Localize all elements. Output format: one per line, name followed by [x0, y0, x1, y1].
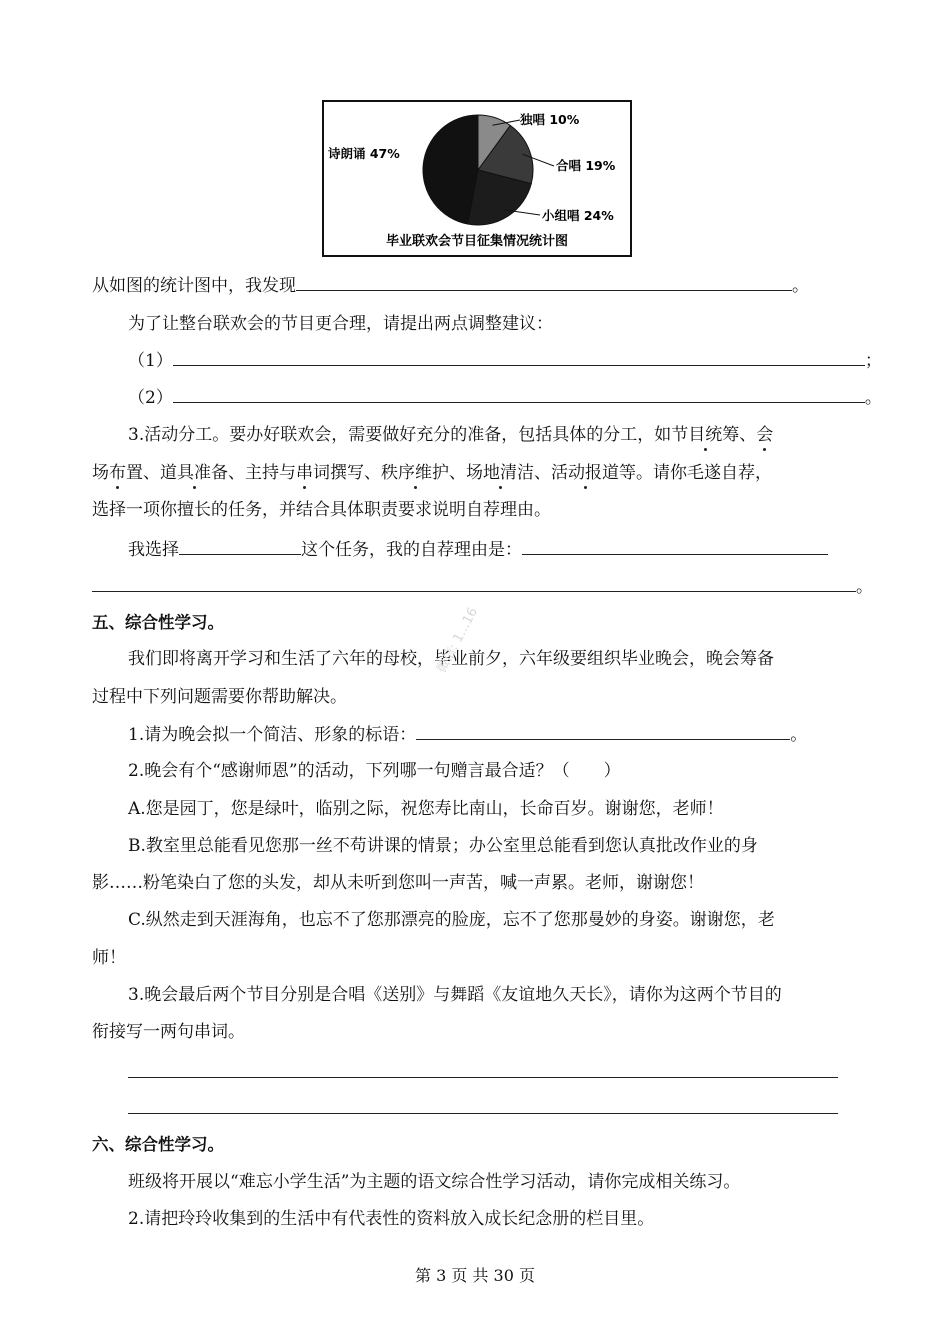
- suggestion-prompt: 为了让整台联欢会的节目更合理，请提出两点调整建议：: [128, 314, 553, 334]
- section-5-intro-1: 我们即将离开学习和生活了六年的母校，毕业前夕，六年级要组织毕业晚会，晚会筹备: [128, 649, 774, 669]
- emphasis-text: 节目统筹: [671, 425, 740, 445]
- option-a: A.您是园丁，您是绿叶，临别之际，祝您寿比南山，长命百岁。谢谢您，老师！: [128, 799, 724, 819]
- reason-end: 。: [856, 577, 873, 597]
- text-span: 、: [739, 425, 757, 445]
- chosen-task-blank[interactable]: [179, 538, 301, 555]
- gift-words-question: 2.晚会有个“感谢师恩”的活动，下列哪一句赠言最合适？（ ）: [128, 761, 621, 781]
- suggestion-1-line: [128, 349, 882, 372]
- emphasis-text: 主持与串词撰写: [245, 463, 364, 483]
- slogan-question: [128, 723, 807, 746]
- option-c-line-2: 师！: [92, 948, 126, 968]
- section-5-intro-2: 过程中下列问题需要你帮助解决。: [92, 687, 347, 707]
- slogan-blank[interactable]: [416, 723, 790, 740]
- answer-line-2[interactable]: [128, 1113, 838, 1114]
- emphasis-text: 道具准备: [160, 463, 228, 483]
- text-span: 、: [534, 463, 551, 483]
- section-5-heading: 五、综合性学习。: [92, 613, 224, 632]
- section-6-intro: 班级将开展以“难忘小学生活”为主题的语文综合性学习活动，请你完成相关练习。: [128, 1172, 741, 1192]
- self-recommend-line: [128, 538, 828, 561]
- finding-prompt: 从如图的统计图中，我发现: [92, 276, 296, 296]
- transition-question-2: 衔接写一两句串词。: [92, 1022, 245, 1042]
- emphasis-text: 场布置: [92, 463, 143, 483]
- emphasis-text: 秩序维护: [381, 463, 449, 483]
- q3-task-line-2: [92, 462, 772, 484]
- slice-label-group-singing: 小组唱 24%: [542, 208, 614, 223]
- finding-end: 。: [792, 276, 809, 296]
- suggestion-2-end: 。: [864, 388, 882, 408]
- chart-title: 毕业联欢会节目征集情况统计图: [385, 234, 569, 249]
- reason-line-2: [92, 575, 873, 598]
- finding-answer-blank[interactable]: [296, 274, 792, 291]
- option-b-line-2: 影……粉笔染白了您的头发，却从未听到您叫一声苦，喊一声累。老师，谢谢您！: [92, 873, 704, 893]
- section-6-question-2: 2.请把玲玲收集到的生活中有代表性的资料放入成长纪念册的栏目里。: [128, 1209, 655, 1229]
- text-span: 、: [364, 463, 381, 483]
- text-span: 、: [449, 463, 466, 483]
- slogan-end: 。: [790, 725, 808, 745]
- page-number-footer: 第 3 页 共 30 页: [415, 1266, 535, 1285]
- option-c-line-1: C.纵然走到天涯海角，也忘不了您那漂亮的脸庞，忘不了您那曼妙的身姿。谢谢您，老: [128, 910, 775, 930]
- emphasis-text: 会: [756, 425, 774, 445]
- transition-question-1: 3.晚会最后两个节目分别是合唱《送别》与舞蹈《友谊地久天长》，请你为这两个节目的: [128, 985, 782, 1005]
- choose-prompt: 我选择: [128, 540, 179, 560]
- finding-line: [92, 274, 809, 297]
- slice-label-recitation: 诗朗诵 47%: [328, 146, 400, 161]
- suggestion-1-blank[interactable]: [173, 349, 865, 366]
- pie-chart: [322, 100, 632, 257]
- slice-label-chorus: 合唱 19%: [556, 158, 616, 173]
- suggestion-2-label: （2）: [128, 388, 173, 408]
- emphasis-text: 场地清洁: [466, 463, 534, 483]
- reason-blank-2[interactable]: [92, 575, 856, 592]
- suggestion-2-blank[interactable]: [173, 386, 865, 403]
- emphasis-text: 活动报道: [551, 463, 619, 483]
- option-b-line-1: B.教室里总能看见您那一丝不苟讲课的情景；办公室里总能看到您认真批改作业的身: [128, 836, 758, 856]
- suggestion-1-end: ；: [864, 351, 882, 371]
- reason-blank-1[interactable]: [522, 538, 828, 555]
- pie-slice-recitation: [423, 115, 478, 224]
- suggestion-1-label: （1）: [128, 351, 173, 371]
- text-span: 3.活动分工。要办好联欢会，需要做好充分的准备，包括具体的分工，如: [128, 425, 672, 445]
- section-6-heading: 六、综合性学习。: [92, 1135, 224, 1154]
- suggestion-2-line: [128, 386, 882, 409]
- watermark: 微信: 1...16: [434, 605, 482, 676]
- reason-prompt: 这个任务，我的自荐理由是：: [301, 540, 522, 560]
- slogan-prompt: 1.请为晚会拟一个简洁、形象的标语：: [128, 725, 417, 745]
- q3-task-line-3: 选择一项你擅长的任务，并结合具体职责要求说明自荐理由。: [92, 500, 551, 520]
- text-span: 、: [143, 463, 160, 483]
- text-span: 、: [228, 463, 245, 483]
- q3-task-line-1: [128, 424, 773, 446]
- answer-line-1[interactable]: [128, 1077, 838, 1078]
- text-span: 等。请你毛遂自荐，: [619, 463, 772, 483]
- slice-label-solo: 独唱 10%: [520, 112, 580, 127]
- pie-chart-svg: [324, 102, 630, 255]
